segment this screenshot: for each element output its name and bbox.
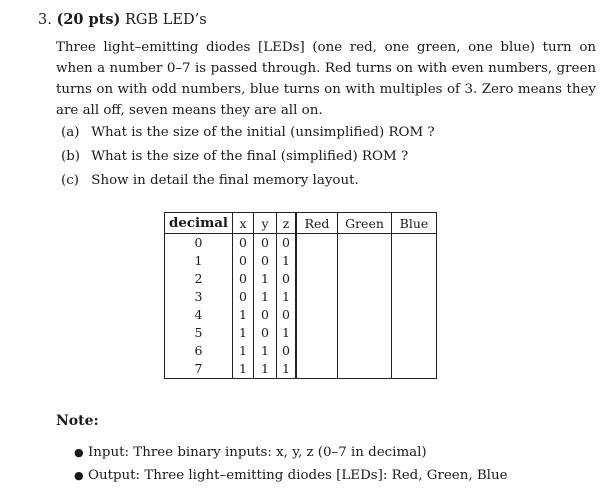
cell-decimal: 2: [165, 270, 233, 288]
cell-green: [338, 252, 392, 270]
cell-decimal: 3: [165, 288, 233, 306]
cell-decimal: 7: [165, 360, 233, 379]
cell-x: 1: [233, 342, 254, 360]
list-item: [74, 466, 508, 489]
cell-blue: [392, 360, 437, 379]
cell-red: [296, 288, 338, 306]
question-parts: [61, 123, 435, 195]
header-z: z: [277, 213, 297, 234]
cell-green: [338, 234, 392, 253]
note-title: Note:: [56, 413, 99, 429]
cell-red: [296, 234, 338, 253]
cell-z: 1: [277, 252, 297, 270]
cell-green: [338, 270, 392, 288]
cell-y: 1: [254, 360, 277, 379]
part-label: (a): [61, 125, 80, 140]
cell-red: [296, 252, 338, 270]
cell-z: 0: [277, 270, 297, 288]
header-x: x: [233, 213, 254, 234]
cell-y: 1: [254, 288, 277, 306]
part-b: [61, 147, 435, 171]
cell-z: 0: [277, 306, 297, 324]
table-row: [165, 252, 437, 270]
cell-z: 1: [277, 288, 297, 306]
cell-decimal: 6: [165, 342, 233, 360]
note-item-text: Input: Three binary inputs: x, y, z (0–7 in decimal): [88, 445, 427, 460]
note-item-text: Output: Three light–emitting diodes [LEDs]: Red, Green, Blue: [88, 468, 508, 483]
cell-green: [338, 360, 392, 379]
part-label: (b): [61, 149, 81, 164]
cell-y: 0: [254, 324, 277, 342]
part-text: What is the size of the initial (unsimplified) ROM ?: [91, 125, 435, 140]
header-y: y: [254, 213, 277, 234]
part-text: Show in detail the final memory layout.: [91, 173, 359, 188]
table-row: [165, 342, 437, 360]
cell-decimal: 1: [165, 252, 233, 270]
cell-x: 0: [233, 234, 254, 253]
question-heading: [38, 11, 207, 28]
cell-green: [338, 324, 392, 342]
cell-x: 0: [233, 252, 254, 270]
cell-red: [296, 306, 338, 324]
cell-blue: [392, 342, 437, 360]
list-item: [74, 443, 508, 466]
cell-red: [296, 342, 338, 360]
cell-z: 1: [277, 360, 297, 379]
cell-x: 0: [233, 288, 254, 306]
cell-x: 0: [233, 270, 254, 288]
header-blue: Blue: [392, 213, 437, 234]
cell-red: [296, 270, 338, 288]
note-list: [74, 443, 508, 489]
table-row: [165, 270, 437, 288]
cell-red: [296, 324, 338, 342]
cell-x: 1: [233, 306, 254, 324]
cell-y: 0: [254, 234, 277, 253]
cell-blue: [392, 288, 437, 306]
cell-decimal: 5: [165, 324, 233, 342]
header-green: Green: [338, 213, 392, 234]
table-row: [165, 288, 437, 306]
part-c: [61, 171, 435, 195]
cell-green: [338, 342, 392, 360]
question-body: Three light–emitting diodes [LEDs] (one red, one green, one blue) turn on when a number 0–7 is passed through. Red turns on with even numbers, green turns on with odd numbers, blue turns on with multiples of 3. Zero means they are all off, seven means they are all on.: [56, 40, 596, 118]
cell-green: [338, 288, 392, 306]
cell-y: 0: [254, 252, 277, 270]
cell-blue: [392, 252, 437, 270]
cell-y: 1: [254, 270, 277, 288]
bullet-icon: ●: [74, 446, 84, 459]
cell-blue: [392, 234, 437, 253]
cell-z: 0: [277, 234, 297, 253]
question-points: (20 pts): [56, 11, 121, 28]
table-row: [165, 234, 437, 253]
cell-green: [338, 306, 392, 324]
part-text: What is the size of the final (simplified) ROM ?: [91, 149, 409, 164]
table-row: [165, 306, 437, 324]
table-row: [165, 360, 437, 379]
part-label: (c): [61, 173, 79, 188]
header-red: Red: [296, 213, 338, 234]
cell-red: [296, 360, 338, 379]
rom-table: [164, 212, 437, 379]
cell-blue: [392, 324, 437, 342]
cell-z: 0: [277, 342, 297, 360]
table-row: [165, 324, 437, 342]
cell-decimal: 4: [165, 306, 233, 324]
cell-x: 1: [233, 324, 254, 342]
cell-x: 1: [233, 360, 254, 379]
cell-y: 0: [254, 306, 277, 324]
table-header-row: [165, 213, 437, 234]
cell-decimal: 0: [165, 234, 233, 253]
cell-blue: [392, 306, 437, 324]
part-a: [61, 123, 435, 147]
cell-z: 1: [277, 324, 297, 342]
header-decimal: decimal: [165, 213, 233, 234]
cell-blue: [392, 270, 437, 288]
cell-y: 1: [254, 342, 277, 360]
question-number: 3.: [38, 12, 52, 28]
question-title: RGB LED’s: [125, 12, 207, 28]
bullet-icon: ●: [74, 469, 84, 482]
